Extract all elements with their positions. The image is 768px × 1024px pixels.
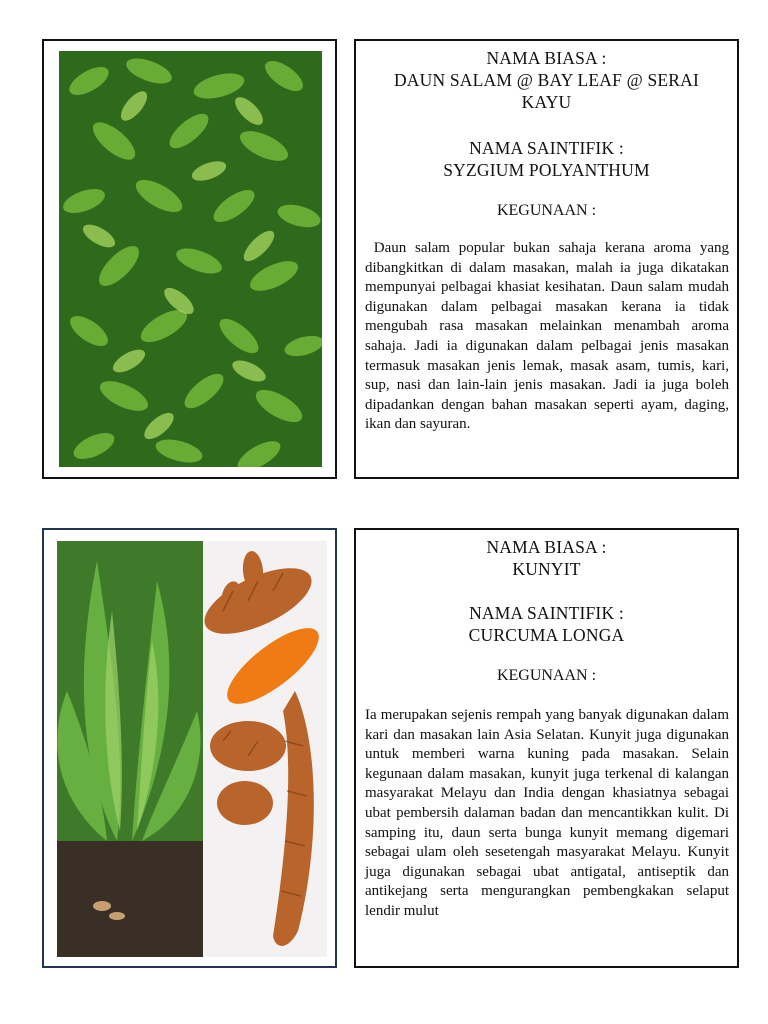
common-name: KUNYIT xyxy=(512,559,581,579)
common-name-label: NAMA BIASA : xyxy=(486,48,607,68)
bay-leaf-photo-frame xyxy=(42,39,337,479)
uses-label: KEGUNAAN : xyxy=(496,202,597,219)
turmeric-info-box xyxy=(354,528,739,968)
uses-description: Daun salam popular bukan sahaja kerana aroma yang dibangkitkan di dalam masakan, malah ia juga dikatakan mempunyai pelbagai khasiat kesihatan. Daun salam mudah digunakan dalam pelbagai masakan kerana ia tidak mengubah rasa masakan melainkan menambah aroma sahaja. Jadi ia digunakan dalam pelbagai jenis masakan termasuk masakan jenis lemak, masak asam, tumis, kari, sup, nasi dan lain-lain jenis masakan. Jadi ia juga boleh dipadankan dengan bahan masakan seperti ayam, daging, ikan dan sayuran. xyxy=(365,240,737,433)
scientific-name: SYZGIUM POLYANTHUM xyxy=(443,160,650,180)
bay-leaf-photo xyxy=(59,51,322,467)
bay-leaf-plant-image xyxy=(59,51,322,467)
turmeric-plant-photo xyxy=(57,541,203,957)
common-name-continued: KAYU xyxy=(521,92,572,112)
turmeric-plant-image xyxy=(57,541,203,957)
common-name-label: NAMA BIASA : xyxy=(486,537,607,557)
bay-leaf-info-box xyxy=(354,39,739,479)
uses-label: KEGUNAAN : xyxy=(496,667,597,684)
uses-description: Ia merupakan sejenis rempah yang banyak digunakan dalam kari dan masakan lain Asia Selatan. Kunyit juga digunakan untuk memberi warna kuning pada masakan. Selain kegunaan dalam masakan, kunyit juga terkenal di kalangan masyarakat Melayu dan India dengan khasiatnya sebagai ubat pembersih dalaman badan dan mencantikkan kulit. Di samping itu, daun serta bunga kunyit memang digemari sebagai ulam oleh sesetengah masyarakat Melayu. Kunyit juga digunakan sebagai ubat antigatal, antiseptik dan antikejang serta mengurangkan pembengkakan selaput lendir mulut xyxy=(365,707,729,919)
scientific-name: CURCUMA LONGA xyxy=(468,625,625,645)
common-name: DAUN SALAM @ BAY LEAF @ SERAI xyxy=(393,70,700,90)
turmeric-root-image xyxy=(203,541,327,957)
turmeric-photo-frame xyxy=(42,528,337,968)
turmeric-root-photo xyxy=(203,541,327,957)
scientific-name-label: NAMA SAINTIFIK : xyxy=(469,603,624,623)
scientific-name-label: NAMA SAINTIFIK : xyxy=(469,138,624,158)
